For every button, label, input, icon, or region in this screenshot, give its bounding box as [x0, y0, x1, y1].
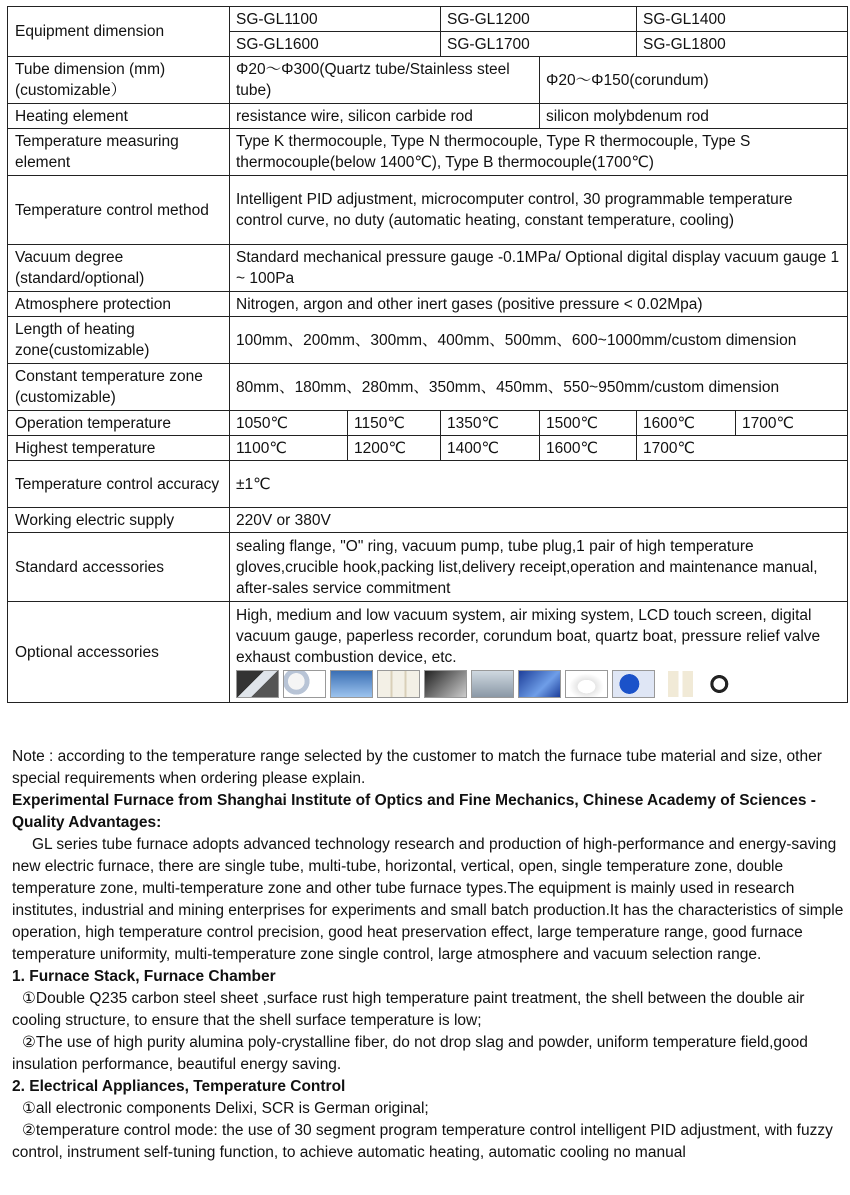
model-cell: SG-GL1700 [441, 32, 637, 57]
operation-temp-label: Operation temperature [8, 411, 230, 436]
supply-label: Working electric supply [8, 508, 230, 533]
atmosphere-label: Atmosphere protection [8, 292, 230, 317]
section-1-item-2: ②The use of high purity alumina poly-crystalline fiber, do not drop slag and powder, uniform temperature field,good insulation performance, beautiful energy saving. [12, 1034, 808, 1073]
section-2-item-2: ②temperature control mode: the use of 30 segment program temperature control intelligent PID adjustment, with fuzzy control, instrument self-tuning function, to achieve automatic heating, automatic cooling no manual [12, 1122, 833, 1161]
model-cell: SG-GL1400 [637, 7, 848, 32]
section-2-item-1: ①all electronic components Delixi, SCR is German original; [22, 1100, 429, 1117]
model-cell: SG-GL1800 [637, 32, 848, 57]
vacuum-label: Vacuum degree (standard/optional) [8, 245, 230, 292]
model-cell: SG-GL1600 [230, 32, 441, 57]
constant-zone-value: 80mm、180mm、280mm、350mm、450mm、550~950mm/custom dimension [230, 364, 848, 411]
tube-plug-thumbnail [659, 670, 702, 698]
tube-value-quartz: Φ20～Φ300(Quartz tube/Stainless steel tube) [230, 57, 540, 104]
constant-zone-label: Constant temperature zone (customizable) [8, 364, 230, 411]
section-2-title: 2. Electrical Appliances, Temperature Control [12, 1078, 346, 1095]
highest-temp-value: 1600℃ [540, 436, 637, 461]
highest-temp-value: 1200℃ [348, 436, 441, 461]
supply-value: 220V or 380V [230, 508, 848, 533]
tube-label: Tube dimension (mm)(customizable） [8, 57, 230, 104]
gauge-thumbnail [471, 670, 514, 698]
heating-length-value: 100mm、200mm、300mm、400mm、500mm、600~1000mm/custom dimension [230, 317, 848, 364]
operation-temp-value: 1500℃ [540, 411, 637, 436]
atmosphere-value: Nitrogen, argon and other inert gases (positive pressure < 0.02Mpa) [230, 292, 848, 317]
accessory-thumbnails [236, 670, 841, 698]
section-1-item-1: ①Double Q235 carbon steel sheet ,surface rust high temperature paint treatment, the shell between the double air cooling structure, to ensure that the shell surface temperature is low; [12, 990, 805, 1029]
optional-accessories-cell [230, 602, 848, 703]
operation-temp-value: 1600℃ [637, 411, 736, 436]
temp-measure-label: Temperature measuring element [8, 129, 230, 176]
accuracy-label: Temperature control accuracy [8, 461, 230, 508]
heating-length-label: Length of heating zone(customizable) [8, 317, 230, 364]
vacuum-pump-thumbnail [612, 670, 655, 698]
vacuum-value: Standard mechanical pressure gauge -0.1MPa/ Optional digital display vacuum gauge 1 ~ 100Pa [230, 245, 848, 292]
model-cell: SG-GL1200 [441, 7, 637, 32]
note: Note : according to the temperature range selected by the customer to match the furnace tube material and size, other special requirements when ordering please explain. [12, 748, 822, 787]
flange-thumbnail [424, 670, 467, 698]
accuracy-value: ±1℃ [230, 461, 848, 508]
controller-thumbnail [236, 670, 279, 698]
o-ring-thumbnail [706, 670, 749, 698]
temp-control-label: Temperature control method [8, 176, 230, 245]
description [12, 746, 844, 1164]
section-1-title: 1. Furnace Stack, Furnace Chamber [12, 968, 276, 985]
boats-thumbnail [377, 670, 420, 698]
operation-temp-value: 1050℃ [230, 411, 348, 436]
model-cell: SG-GL1100 [230, 7, 441, 32]
gloves-thumbnail [565, 670, 608, 698]
optional-accessories-label: Optional accessories [8, 602, 230, 703]
heating-label: Heating element [8, 104, 230, 129]
spec-table [7, 6, 848, 703]
crucibles-thumbnail [283, 670, 326, 698]
tube-value-corundum: Φ20～Φ150(corundum) [540, 57, 848, 104]
tube-thumbnail [518, 670, 561, 698]
heating-value-1: resistance wire, silicon carbide rod [230, 104, 540, 129]
operation-temp-value: 1350℃ [441, 411, 540, 436]
temp-control-value: Intelligent PID adjustment, microcomputer control, 30 programmable temperature control curve, no duty (automatic heating, constant temperature, cooling) [230, 176, 848, 245]
highest-temp-value: 1400℃ [441, 436, 540, 461]
highest-temp-value: 1700℃ [637, 436, 848, 461]
highest-temp-value: 1100℃ [230, 436, 348, 461]
quartz-tube-thumbnail [330, 670, 373, 698]
highest-temp-label: Highest temperature [8, 436, 230, 461]
operation-temp-value: 1150℃ [348, 411, 441, 436]
heating-value-2: silicon molybdenum rod [540, 104, 848, 129]
temp-measure-value: Type K thermocouple, Type N thermocouple, Type R thermocouple, Type S thermocouple(below 1400℃), Type B thermocouple(1700℃) [230, 129, 848, 176]
operation-temp-value: 1700℃ [736, 411, 848, 436]
standard-accessories-value: sealing flange, "O" ring, vacuum pump, tube plug,1 pair of high temperature gloves,crucible hook,packing list,delivery receipt,operation and maintenance manual, after-sales service commitment [230, 533, 848, 602]
advantages-heading: Experimental Furnace from Shanghai Institute of Optics and Fine Mechanics, Chinese Academy of Sciences - Quality Advantages: [12, 792, 816, 831]
standard-accessories-label: Standard accessories [8, 533, 230, 602]
optional-accessories-value: High, medium and low vacuum system, air mixing system, LCD touch screen, digital vacuum gauge, paperless recorder, corundum boat, quartz boat, pressure relief valve exhaust combustion device, etc. [236, 606, 821, 666]
equipment-label: Equipment dimension [8, 7, 230, 57]
intro-paragraph: GL series tube furnace adopts advanced technology research and production of high-performance and energy-saving new electric furnace, there are single tube, multi-tube, horizontal, vertical, open, single temperature zone, double temperature zone, multi-temperature zone and other tube furnace types.The equipment is mainly used in research institutes, industrial and mining enterprises for experiments and small batch production.It has the characteristics of simple operation, high temperature control precision, good heat preservation effect, large temperature range, good furnace temperature uniformity, multi-temperature zone single control, large atmosphere and vacuum selection range. [12, 836, 844, 963]
